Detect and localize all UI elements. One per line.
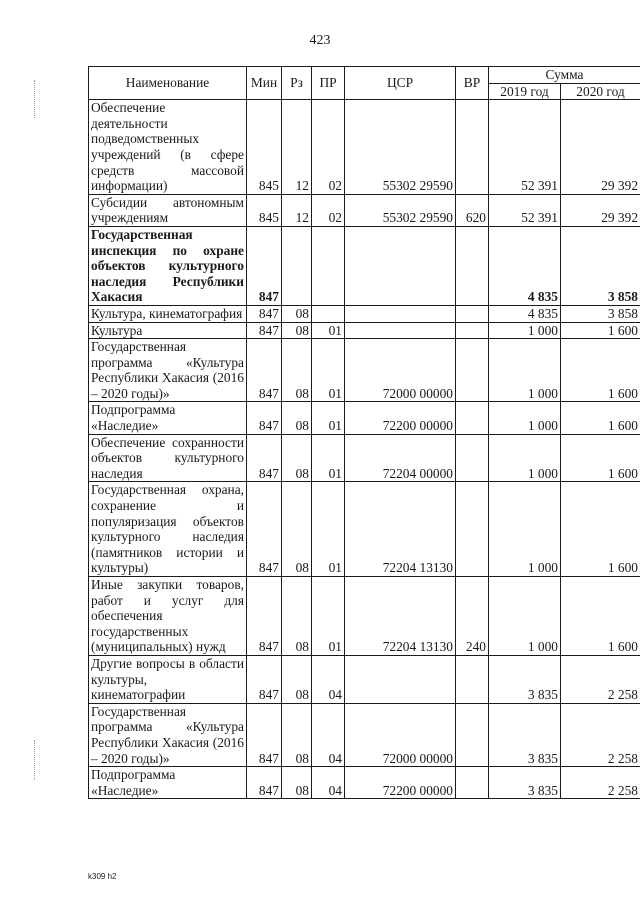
row-csr-cell: 72204 13130 xyxy=(345,482,456,577)
row-sum-2020-cell: 2 258 xyxy=(561,767,640,799)
row-sum-2020-cell: 29 392 xyxy=(561,194,640,226)
row-min-cell: 847 xyxy=(247,322,282,339)
row-pr-cell xyxy=(312,305,345,322)
row-pr-cell: 04 xyxy=(312,703,345,766)
footer-code: k309 h2 xyxy=(88,872,117,881)
table-row xyxy=(89,703,640,766)
row-pr-cell: 02 xyxy=(312,194,345,226)
row-pr-cell: 01 xyxy=(312,402,345,434)
row-name-cell: Другие вопросы в области культуры, кинематографии xyxy=(89,655,247,703)
row-csr-cell: 72200 00000 xyxy=(345,767,456,799)
row-vr-cell xyxy=(456,339,489,402)
row-rz-cell: 12 xyxy=(282,100,312,195)
header-year-2020: 2020 год xyxy=(561,83,640,100)
row-min-cell: 847 xyxy=(247,339,282,402)
header-name: Наименование xyxy=(89,67,247,100)
row-min-cell: 847 xyxy=(247,703,282,766)
row-sum-2020-cell: 2 258 xyxy=(561,703,640,766)
row-min-cell: 847 xyxy=(247,655,282,703)
row-min-cell: 847 xyxy=(247,577,282,656)
row-sum-2019-cell: 3 835 xyxy=(489,767,561,799)
row-name-cell: Субсидии автономным учреждениям xyxy=(89,194,247,226)
row-vr-cell xyxy=(456,322,489,339)
row-rz-cell: 08 xyxy=(282,339,312,402)
table-row xyxy=(89,322,640,339)
row-rz-cell xyxy=(282,226,312,305)
row-csr-cell: 55302 29590 xyxy=(345,100,456,195)
row-sum-2020-cell: 3 858 xyxy=(561,226,640,305)
header-csr: ЦСР xyxy=(345,67,456,100)
header-year-2019: 2019 год xyxy=(489,83,561,100)
row-csr-cell xyxy=(345,655,456,703)
row-pr-cell xyxy=(312,226,345,305)
table-row xyxy=(89,434,640,482)
row-vr-cell: 240 xyxy=(456,577,489,656)
row-sum-2019-cell: 1 000 xyxy=(489,322,561,339)
row-min-cell: 847 xyxy=(247,767,282,799)
row-vr-cell xyxy=(456,226,489,305)
header-vr: ВР xyxy=(456,67,489,100)
row-csr-cell: 72204 13130 xyxy=(345,577,456,656)
row-pr-cell: 01 xyxy=(312,577,345,656)
row-sum-2020-cell: 2 258 xyxy=(561,655,640,703)
row-csr-cell: 72204 00000 xyxy=(345,434,456,482)
header-min: Мин xyxy=(247,67,282,100)
row-pr-cell: 04 xyxy=(312,655,345,703)
row-sum-2020-cell: 29 392 xyxy=(561,100,640,195)
row-rz-cell: 08 xyxy=(282,655,312,703)
row-vr-cell xyxy=(456,482,489,577)
table-row xyxy=(89,305,640,322)
row-sum-2019-cell: 4 835 xyxy=(489,226,561,305)
row-csr-cell: 72000 00000 xyxy=(345,339,456,402)
row-sum-2019-cell: 3 835 xyxy=(489,655,561,703)
row-sum-2019-cell: 52 391 xyxy=(489,100,561,195)
row-rz-cell: 08 xyxy=(282,434,312,482)
table-row xyxy=(89,577,640,656)
row-sum-2019-cell: 1 000 xyxy=(489,402,561,434)
row-sum-2019-cell: 1 000 xyxy=(489,434,561,482)
row-sum-2020-cell: 1 600 xyxy=(561,577,640,656)
row-sum-2019-cell: 1 000 xyxy=(489,577,561,656)
row-csr-cell: 55302 29590 xyxy=(345,194,456,226)
budget-table-body xyxy=(89,100,640,799)
row-sum-2019-cell: 4 835 xyxy=(489,305,561,322)
row-rz-cell: 08 xyxy=(282,767,312,799)
row-rz-cell: 08 xyxy=(282,322,312,339)
row-rz-cell: 08 xyxy=(282,703,312,766)
row-pr-cell: 02 xyxy=(312,100,345,195)
row-name-cell: Обеспечение деятельности подведомственных учреждений (в сфере средств массовой информации) xyxy=(89,100,247,195)
page-number: 423 xyxy=(309,33,331,48)
header-rz: Рз xyxy=(282,67,312,100)
row-rz-cell: 08 xyxy=(282,577,312,656)
row-sum-2020-cell: 1 600 xyxy=(561,434,640,482)
row-name-cell: Подпрограмма «Наследие» xyxy=(89,767,247,799)
row-rz-cell: 12 xyxy=(282,194,312,226)
row-csr-cell xyxy=(345,305,456,322)
row-name-cell: Государственная охрана, сохранение и популяризация объектов культурного наследия (памятников истории и культуры) xyxy=(89,482,247,577)
row-csr-cell: 72200 00000 xyxy=(345,402,456,434)
row-pr-cell: 01 xyxy=(312,434,345,482)
row-min-cell: 847 xyxy=(247,226,282,305)
row-sum-2019-cell: 3 835 xyxy=(489,703,561,766)
row-pr-cell: 04 xyxy=(312,767,345,799)
table-row xyxy=(89,226,640,305)
row-name-cell: Государственная программа «Культура Республики Хакасия (2016 – 2020 годы)» xyxy=(89,703,247,766)
row-name-cell: Культура, кинематография xyxy=(89,305,247,322)
row-csr-cell xyxy=(345,226,456,305)
row-min-cell: 847 xyxy=(247,434,282,482)
table-row xyxy=(89,402,640,434)
row-sum-2019-cell: 52 391 xyxy=(489,194,561,226)
binding-margin-dots xyxy=(34,80,37,118)
row-vr-cell xyxy=(456,100,489,195)
row-vr-cell xyxy=(456,305,489,322)
header-sum: Сумма xyxy=(489,67,640,84)
row-min-cell: 847 xyxy=(247,402,282,434)
row-rz-cell: 08 xyxy=(282,305,312,322)
row-vr-cell xyxy=(456,402,489,434)
row-rz-cell: 08 xyxy=(282,402,312,434)
row-vr-cell xyxy=(456,655,489,703)
row-min-cell: 847 xyxy=(247,482,282,577)
row-min-cell: 847 xyxy=(247,305,282,322)
row-vr-cell: 620 xyxy=(456,194,489,226)
row-name-cell: Иные закупки товаров, работ и услуг для обеспечения государственных (муниципальных) нужд xyxy=(89,577,247,656)
row-rz-cell: 08 xyxy=(282,482,312,577)
row-pr-cell: 01 xyxy=(312,482,345,577)
table-row xyxy=(89,194,640,226)
row-name-cell: Государственная программа «Культура Республики Хакасия (2016 – 2020 годы)» xyxy=(89,339,247,402)
row-vr-cell xyxy=(456,703,489,766)
row-csr-cell: 72000 00000 xyxy=(345,703,456,766)
row-min-cell: 845 xyxy=(247,100,282,195)
budget-table xyxy=(88,66,640,799)
binding-margin-dots xyxy=(34,740,37,780)
row-sum-2019-cell: 1 000 xyxy=(489,482,561,577)
row-sum-2020-cell: 3 858 xyxy=(561,305,640,322)
row-name-cell: Государственная инспекция по охране объектов культурного наследия Республики Хакасия xyxy=(89,226,247,305)
header-pr: ПР xyxy=(312,67,345,100)
row-sum-2019-cell: 1 000 xyxy=(489,339,561,402)
row-name-cell: Культура xyxy=(89,322,247,339)
table-row xyxy=(89,100,640,195)
table-row xyxy=(89,655,640,703)
row-vr-cell xyxy=(456,434,489,482)
row-pr-cell: 01 xyxy=(312,339,345,402)
row-vr-cell xyxy=(456,767,489,799)
row-sum-2020-cell: 1 600 xyxy=(561,339,640,402)
table-row xyxy=(89,339,640,402)
row-name-cell: Подпрограмма «Наследие» xyxy=(89,402,247,434)
row-sum-2020-cell: 1 600 xyxy=(561,402,640,434)
row-min-cell: 845 xyxy=(247,194,282,226)
table-row xyxy=(89,482,640,577)
row-name-cell: Обеспечение сохранности объектов культурного наследия xyxy=(89,434,247,482)
row-pr-cell: 01 xyxy=(312,322,345,339)
table-row xyxy=(89,767,640,799)
row-csr-cell xyxy=(345,322,456,339)
row-sum-2020-cell: 1 600 xyxy=(561,482,640,577)
row-sum-2020-cell: 1 600 xyxy=(561,322,640,339)
